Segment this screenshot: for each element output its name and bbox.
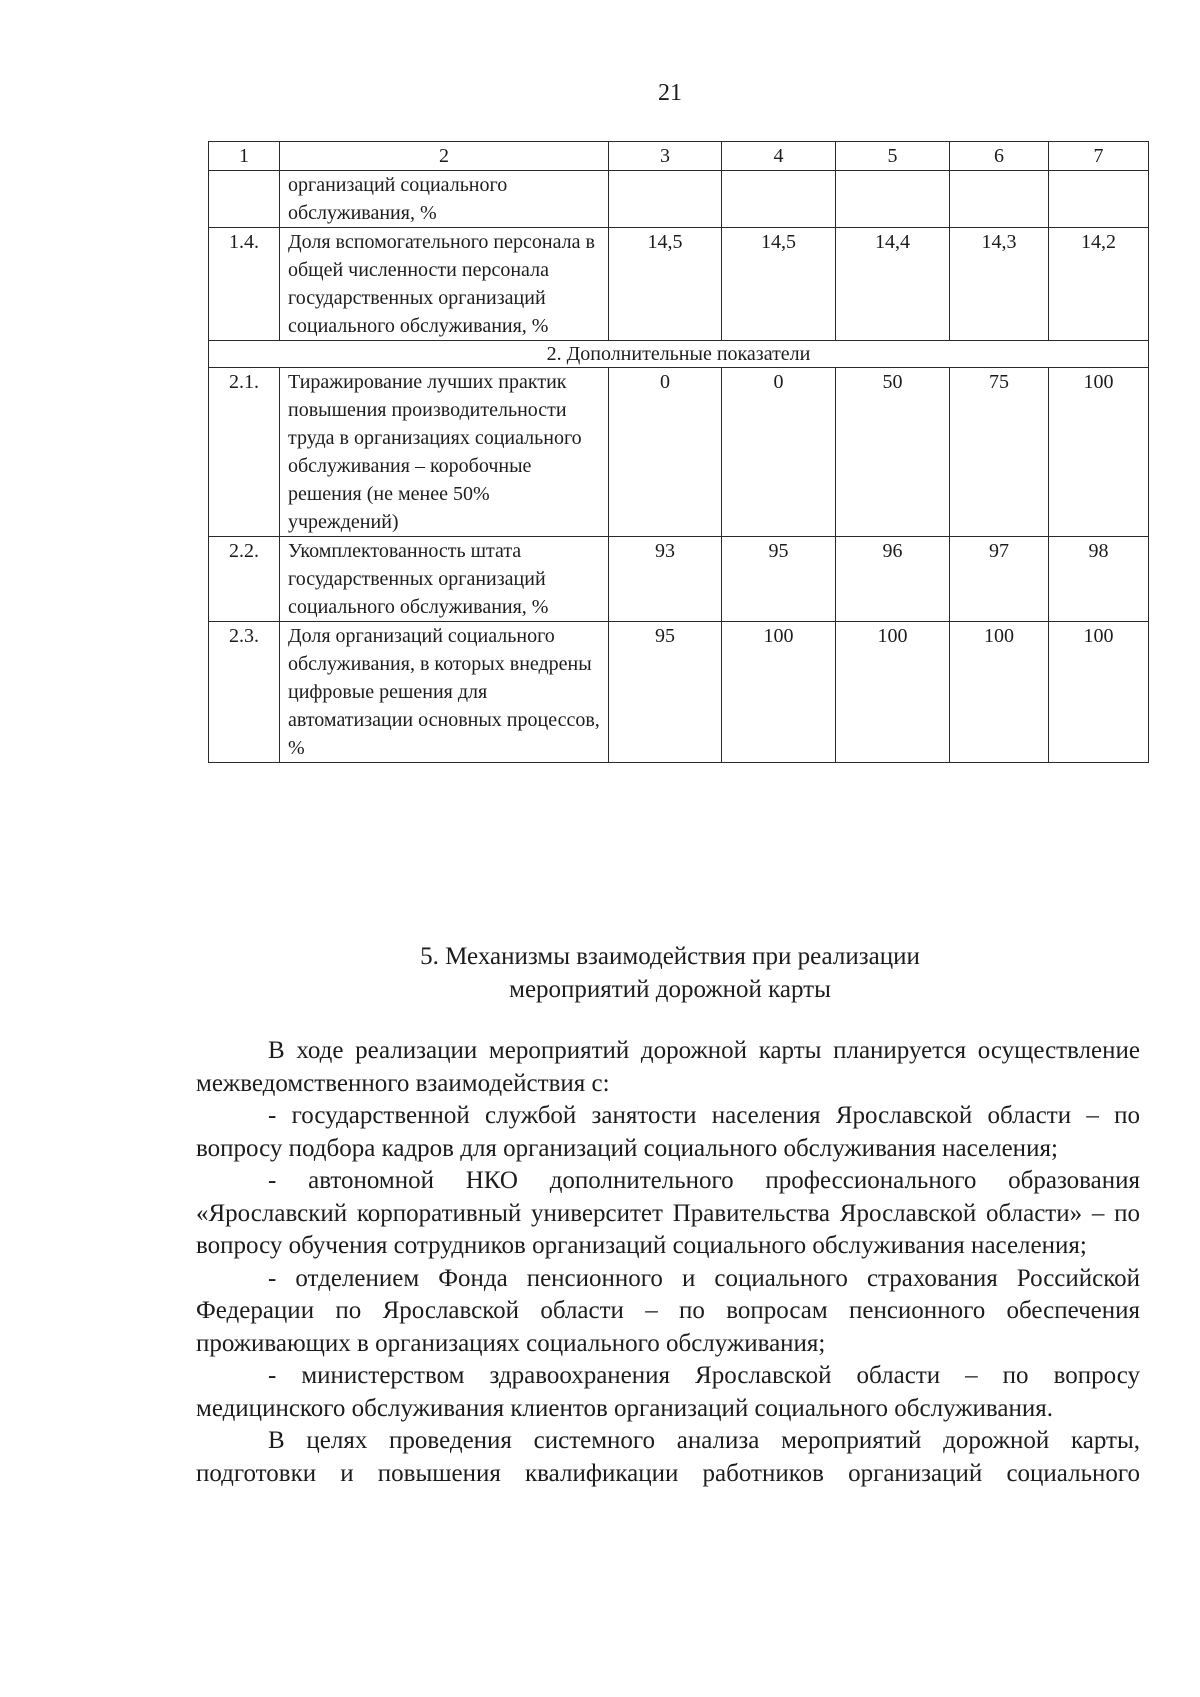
value-cell: 14,3 — [950, 228, 1049, 341]
indicator-name: организаций социального обслуживания, % — [280, 171, 609, 228]
value-cell: 95 — [722, 537, 836, 622]
column-header: 4 — [722, 142, 836, 171]
paragraph: - государственной службой занятости населения Ярославской области – по вопросу подбора кадров для организаций социального обслуживания населения; — [196, 1102, 1140, 1162]
row-number — [209, 171, 280, 228]
indicators-table — [208, 141, 1149, 763]
table-row — [209, 537, 1149, 622]
page-number: 21 — [658, 80, 682, 106]
column-header: 6 — [950, 142, 1049, 171]
paragraph: - автономной НКО дополнительного профессионального образования «Ярославский корпоративный университет Правительства Ярославской области» – по вопросу обучения сотрудников организаций социального обслуживания населения; — [196, 1167, 1140, 1259]
value-cell: 100 — [950, 622, 1049, 763]
value-cell: 95 — [609, 622, 722, 763]
row-number: 1.4. — [209, 228, 280, 341]
table-header-row — [209, 142, 1149, 171]
value-cell: 14,5 — [722, 228, 836, 341]
value-cell: 93 — [609, 537, 722, 622]
body-text — [196, 1035, 1140, 1490]
value-cell — [836, 171, 950, 228]
column-header: 7 — [1049, 142, 1149, 171]
value-cell: 100 — [722, 622, 836, 763]
value-cell: 100 — [836, 622, 950, 763]
row-number: 2.2. — [209, 537, 280, 622]
column-header: 1 — [209, 142, 280, 171]
value-cell: 98 — [1049, 537, 1149, 622]
value-cell: 0 — [609, 368, 722, 537]
table-row — [209, 368, 1149, 537]
table-row — [209, 228, 1149, 341]
section-row — [209, 341, 1149, 368]
value-cell: 75 — [950, 368, 1049, 537]
paragraph: В ходе реализации мероприятий дорожной карты планируется осуществление межведомственного взаимодействия с: — [196, 1037, 1140, 1097]
value-cell: 100 — [1049, 622, 1149, 763]
value-cell — [609, 171, 722, 228]
section-heading-line: 5. Механизмы взаимодействия при реализации — [420, 943, 920, 970]
table-row — [209, 171, 1149, 228]
paragraph: - отделением Фонда пенсионного и социального страхования Российской Федерации по Ярославской области – по вопросам пенсионного обеспечения проживающих в организациях социального обслуживания; — [196, 1264, 1140, 1357]
indicator-name: Доля вспомогательного персонала в общей численности персонала государственных организаций социального обслуживания, % — [280, 228, 609, 341]
value-cell: 96 — [836, 537, 950, 622]
value-cell: 14,5 — [609, 228, 722, 341]
value-cell: 14,2 — [1049, 228, 1149, 341]
value-cell — [722, 171, 836, 228]
row-number: 2.1. — [209, 368, 280, 537]
section-heading-line: мероприятий дорожной карты — [509, 976, 831, 1003]
table-row — [209, 622, 1149, 763]
value-cell: 50 — [836, 368, 950, 537]
section-title: 2. Дополнительные показатели — [209, 341, 1149, 368]
value-cell: 100 — [1049, 368, 1149, 537]
row-number: 2.3. — [209, 622, 280, 763]
value-cell: 14,4 — [836, 228, 950, 341]
value-cell — [1049, 171, 1149, 228]
value-cell — [950, 171, 1049, 228]
indicator-name: Доля организаций социального обслуживания, в которых внедрены цифровые решения для автоматизации основных процессов, % — [280, 622, 609, 763]
column-header: 2 — [280, 142, 609, 171]
value-cell: 0 — [722, 368, 836, 537]
value-cell: 97 — [950, 537, 1049, 622]
column-header: 3 — [609, 142, 722, 171]
indicator-name: Тиражирование лучших практик повышения производительности труда в организациях социального обслуживания – коробочные решения (не менее 50% учреждений) — [280, 368, 609, 537]
paragraph: - министерством здравоохранения Ярославской области – по вопросу медицинского обслуживания клиентов организаций социального обслуживания. — [196, 1362, 1140, 1422]
indicator-name: Укомплектованность штата государственных организаций социального обслуживания, % — [280, 537, 609, 622]
paragraph: В целях проведения системного анализа мероприятий дорожной карты, подготовки и повышения квалификации работников организаций социального — [196, 1427, 1140, 1487]
column-header: 5 — [836, 142, 950, 171]
section-heading — [0, 940, 1200, 1006]
